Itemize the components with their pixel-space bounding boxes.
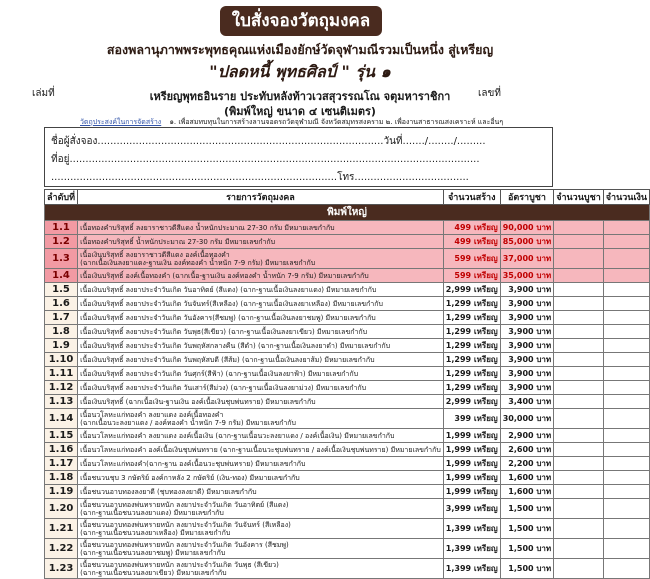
- item-line-2: (ฉากเนื้อนวะลงยาแดง / องค์ทองคำ น้ำหนัก 7-9 กรัม) มีหมายเลขกำกับ: [80, 418, 296, 427]
- table-row: [45, 325, 650, 339]
- row-number: 1.5: [45, 283, 78, 297]
- quantity-made: 1,299 เหรียญ: [443, 381, 500, 395]
- item-description: [78, 339, 444, 353]
- row-number: 1.6: [45, 297, 78, 311]
- table-row: [45, 381, 650, 395]
- item-line: เนื้อเงินบริสุทธิ์ ลงยาประจำวันเกิด วันพฤหัสบดี (สีส้ม) (ฉาก-ฐานเนื้อเงินลงยาส้ม) มีหมายเลขกำกับ: [80, 355, 375, 364]
- item-description: [78, 443, 444, 457]
- item-line: เนื้อทองคำบริสุทธิ์ ลงยาราชาวดีสีแดง น้ำหนักประมาณ 27-30 กรัม มีหมายเลขกำกับ: [80, 223, 335, 232]
- row-number: 1.21: [45, 519, 78, 539]
- quantity-made: 1,999 เหรียญ: [443, 471, 500, 485]
- amount-cell[interactable]: [603, 297, 649, 311]
- donation-price: 3,900 บาท: [500, 297, 554, 311]
- item-line: เนื้อนวโลหะแก่ทองคำ(ฉาก-ฐาน องค์เนื้อนวะชุบพ่นทราย) มีหมายเลขกำกับ: [80, 459, 306, 468]
- row-number: 1.4: [45, 269, 78, 283]
- quantity-made: 1,299 เหรียญ: [443, 367, 500, 381]
- amount-cell[interactable]: [603, 339, 649, 353]
- order-quantity-cell[interactable]: [554, 235, 604, 249]
- orderer-name-field[interactable]: ชื่อผู้สั่งจอง..........................................................................................วันที่......./......../.........: [51, 136, 486, 147]
- donation-price: 2,900 บาท: [500, 429, 554, 443]
- col-price: อัตราบูชา: [500, 190, 554, 205]
- row-number: 1.9: [45, 339, 78, 353]
- order-quantity-cell[interactable]: [554, 539, 604, 559]
- row-number: 1.15: [45, 429, 78, 443]
- amount-cell[interactable]: [603, 471, 649, 485]
- subtitle-line2: "ปลดหนี้ พุทธศิลป์ " รุ่น ๑: [209, 62, 391, 81]
- donation-price: 3,900 บาท: [500, 381, 554, 395]
- row-number: 1.3: [45, 249, 78, 269]
- item-description: [78, 429, 444, 443]
- donation-price: 37,000 บาท: [500, 249, 554, 269]
- table-row: [45, 443, 650, 457]
- quantity-made: 1,399 เหรียญ: [443, 539, 500, 559]
- row-number: 1.7: [45, 311, 78, 325]
- col-amount: จำนวนเงิน: [603, 190, 649, 205]
- amount-cell[interactable]: [603, 381, 649, 395]
- address-field[interactable]: ที่อยู่.................................................................................................................................: [51, 154, 480, 165]
- item-line: เนื้อชนวนอาบทองพ่นทรายหนัก ลงยาประจำวันเกิด วันอาทิตย์ (สีแดง): [80, 500, 289, 509]
- amount-cell[interactable]: [603, 353, 649, 367]
- item-line: เนื้อนวโลหะแก่ทองคำ องค์เนื้อเงินชุบพ่นทราย (ฉาก-ฐานเนื้อนวะชุบพ่นทราย / องค์เนื้อเงินชุบพ่นทราย) มีหมายเลขกำกับ: [80, 445, 441, 454]
- item-description: [78, 471, 444, 485]
- donation-price: 1,500 บาท: [500, 519, 554, 539]
- quantity-made: 1,299 เหรียญ: [443, 325, 500, 339]
- quantity-made: 1,399 เหรียญ: [443, 519, 500, 539]
- row-number: 1.14: [45, 409, 78, 429]
- quantity-made: 1,999 เหรียญ: [443, 485, 500, 499]
- row-number: 1.8: [45, 325, 78, 339]
- purpose-text: ๑. เพื่อสมทบทุนในการสร้างลานจอดรถวัดจุฬามณี จังหวัดสมุทรสงคราม ๒. เพื่องานสาธารณสงเคราะห์ และอื่นๆ: [169, 118, 504, 126]
- table-row: [45, 249, 650, 269]
- amount-cell[interactable]: [603, 539, 649, 559]
- item-line: เนื้อทองคำบริสุทธิ์ น้ำหนักประมาณ 27-30 กรัม มีหมายเลขกำกับ: [80, 237, 276, 246]
- donation-price: 3,900 บาท: [500, 353, 554, 367]
- table-row: [45, 539, 650, 559]
- item-description: [78, 269, 444, 283]
- quantity-made: 1,999 เหรียญ: [443, 429, 500, 443]
- order-quantity-cell[interactable]: [554, 381, 604, 395]
- table-row: [45, 485, 650, 499]
- table-row: [45, 457, 650, 471]
- item-line: เนื้อนวโลหะแก่ทองคำ ลงยาแดง องค์เนื้อเงิน (ฉาก-ฐานเนื้อนวะลงยาแดง / องค์เนื้อเงิน) มีหมายเลขกำกับ: [80, 431, 395, 440]
- order-quantity-cell[interactable]: [554, 325, 604, 339]
- donation-price: 90,000 บาท: [500, 221, 554, 235]
- order-quantity-cell[interactable]: [554, 409, 604, 429]
- donation-price: 30,000 บาท: [500, 409, 554, 429]
- order-quantity-cell[interactable]: [554, 367, 604, 381]
- table-row: [45, 499, 650, 519]
- donation-price: 3,900 บาท: [500, 311, 554, 325]
- item-description: [78, 353, 444, 367]
- item-line-2: (ฉาก-ฐานเนื้อชนวนลงยาชมพู) มีหมายเลขกำกับ: [80, 548, 226, 557]
- row-number: 1.20: [45, 499, 78, 519]
- item-line-2: (ฉาก-ฐานเนื้อชนวนลงยาเหลือง) มีหมายเลขกำกับ: [80, 528, 231, 537]
- item-line: เนื้อเงินบริสุทธิ์ ลงยาประจำวันเกิด วันพฤหัสกลางคืน (สีดำ) (ฉาก-ฐานเนื้อเงินลงยาดำ) มีหมายเลขกำกับ: [80, 341, 391, 350]
- table-row: [45, 429, 650, 443]
- amount-cell[interactable]: [603, 457, 649, 471]
- table-row: [45, 519, 650, 539]
- serial-number-label: เลขที่: [478, 88, 501, 99]
- col-order-qty: จำนวนบูชา: [554, 190, 604, 205]
- item-description: [78, 311, 444, 325]
- col-item: รายการวัตถุมงคล: [78, 190, 444, 205]
- item-line: เนื้อนวโลหะแก่ทองคำ ลงยาแดง องค์เนื้อทองคำ: [80, 410, 224, 419]
- item-line: เนื้อเงินบริสุทธิ์ (ฉากเนื้อเงิน-ฐานเงิน องค์เนื้อเงินชุบพ่นทราย) มีหมายเลขกำกับ: [80, 397, 316, 406]
- row-number: 1.12: [45, 381, 78, 395]
- item-description: [78, 457, 444, 471]
- order-quantity-cell[interactable]: [554, 471, 604, 485]
- donation-price: 1,500 บาท: [500, 559, 554, 579]
- table-row: [45, 559, 650, 579]
- table-row: [45, 235, 650, 249]
- item-description: [78, 409, 444, 429]
- order-quantity-cell[interactable]: [554, 221, 604, 235]
- item-line: เนื้อเงินบริสุทธิ์ ลงยาประจำวันเกิด วันจันทร์(สีเหลือง) (ฉาก-ฐานเนื้อเงินลงยาเหลือง) มีหมายเลขกำกับ: [80, 299, 383, 308]
- order-quantity-cell[interactable]: [554, 499, 604, 519]
- table-row: [45, 395, 650, 409]
- item-description: [78, 485, 444, 499]
- row-number: 1.1: [45, 221, 78, 235]
- item-line: เนื้อเงินบริสุทธิ์ ลงยาประจำวันเกิด วันศุกร์(สีฟ้า) (ฉาก-ฐานเนื้อเงินลงยาฟ้า) มีหมายเลขกำกับ: [80, 369, 359, 378]
- section-label: พิมพ์ใหญ่: [45, 205, 650, 221]
- item-description: [78, 249, 444, 269]
- quantity-made: 499 เหรียญ: [443, 235, 500, 249]
- order-quantity-cell[interactable]: [554, 395, 604, 409]
- amount-cell[interactable]: [603, 367, 649, 381]
- amount-cell[interactable]: [603, 443, 649, 457]
- item-line: เนื้อเงินบริสุทธิ์ ลงยาประจำวันเกิด วันเสาร์(สีม่วง) (ฉาก-ฐานเนื้อเงินลงยาม่วง) มีหมายเลขกำกับ: [80, 383, 367, 392]
- order-quantity-cell[interactable]: [554, 269, 604, 283]
- purpose-label: วัตถุประสงค์ในการจัดสร้าง: [80, 118, 162, 126]
- order-quantity-cell[interactable]: [554, 559, 604, 579]
- amount-cell[interactable]: [603, 429, 649, 443]
- donation-price: 35,000 บาท: [500, 269, 554, 283]
- item-description: [78, 519, 444, 539]
- donation-price: 1,500 บาท: [500, 499, 554, 519]
- row-number: 1.2: [45, 235, 78, 249]
- quantity-made: 3,999 เหรียญ: [443, 499, 500, 519]
- amount-cell[interactable]: [603, 283, 649, 297]
- item-line: เนื้อชนวนอาบทองพ่นทรายหนัก ลงยาประจำวันเกิด วันจันทร์ (สีเหลือง): [80, 520, 291, 529]
- quantity-made: 399 เหรียญ: [443, 409, 500, 429]
- order-quantity-cell[interactable]: [554, 429, 604, 443]
- item-line-2: (ฉาก-ฐานเนื้อชนวนลงยาแดง) มีหมายเลขกำกับ: [80, 508, 224, 517]
- row-number: 1.11: [45, 367, 78, 381]
- order-quantity-cell[interactable]: [554, 283, 604, 297]
- item-description: [78, 539, 444, 559]
- order-quantity-cell[interactable]: [554, 457, 604, 471]
- table-row: [45, 339, 650, 353]
- orderer-info-box: [44, 127, 553, 187]
- quantity-made: 2,999 เหรียญ: [443, 395, 500, 409]
- book-number-label: เล่มที่: [32, 88, 55, 99]
- table-row: [45, 297, 650, 311]
- item-line: เนื้อเงินบริสุทธิ์ ลงยาประจำวันเกิด วันพุธ(สีเขียว) (ฉาก-ฐานเนื้อเงินลงยาเขียว) มีหมายเลขกำกับ: [80, 327, 368, 336]
- phone-field[interactable]: ..........................................................................................โทร....................................: [51, 172, 469, 183]
- row-number: 1.10: [45, 353, 78, 367]
- section-header: [45, 205, 650, 221]
- amount-cell[interactable]: [603, 559, 649, 579]
- item-line: เนื้อชนวนอาบทองลงยาดี (ชุบทองลงยาดี) มีหมายเลขกำกับ: [80, 487, 257, 496]
- order-quantity-cell[interactable]: [554, 297, 604, 311]
- quantity-made: 1,299 เหรียญ: [443, 297, 500, 311]
- table-row: [45, 269, 650, 283]
- item-line: เนื้อชนวนชุบ 3 กษัตริย์ องค์กาหลัง 2 กษัตริย์ (เงิน-ทอง) มีหมายเลขกำกับ: [80, 473, 300, 482]
- order-quantity-cell[interactable]: [554, 339, 604, 353]
- item-line: เนื้อเงินบริสุทธิ์ ลงยาประจำวันเกิด วันอาทิตย์ (สีแดง) (ฉาก-ฐานเนื้อเงินลงยาแดง) มีหมายเลขกำกับ: [80, 285, 377, 294]
- amount-cell[interactable]: [603, 499, 649, 519]
- amount-cell[interactable]: [603, 235, 649, 249]
- table-row: [45, 353, 650, 367]
- col-qty: จำนวนสร้าง: [443, 190, 500, 205]
- item-description: [78, 297, 444, 311]
- coin-size: (พิมพ์ใหญ่ ขนาด ๔ เซนติเมตร): [224, 105, 376, 118]
- amount-cell[interactable]: [603, 519, 649, 539]
- order-quantity-cell[interactable]: [554, 485, 604, 499]
- row-number: 1.22: [45, 539, 78, 559]
- table-row: [45, 409, 650, 429]
- donation-price: 1,600 บาท: [500, 471, 554, 485]
- order-quantity-cell[interactable]: [554, 353, 604, 367]
- amount-cell[interactable]: [603, 311, 649, 325]
- table-row: [45, 221, 650, 235]
- quantity-made: 1,299 เหรียญ: [443, 353, 500, 367]
- quantity-made: 1,299 เหรียญ: [443, 311, 500, 325]
- donation-price: 3,400 บาท: [500, 395, 554, 409]
- amount-cell[interactable]: [603, 409, 649, 429]
- order-table: [44, 189, 648, 579]
- row-number: 1.18: [45, 471, 78, 485]
- subtitle-line1: สองพลานุภาพพระพุทธคุณแห่งเมืองยักษ์วัดจุฬามณีรวมเป็นหนึ่ง สู่เหรียญ: [106, 42, 494, 57]
- quantity-made: 2,999 เหรียญ: [443, 283, 500, 297]
- item-description: [78, 325, 444, 339]
- form-title: ใบสั่งจองวัตถุมงคล: [220, 6, 382, 36]
- donation-price: 2,200 บาท: [500, 457, 554, 471]
- amount-cell[interactable]: [603, 395, 649, 409]
- item-line: เนื้อชนวนอาบทองพ่นทรายหนัก ลงยาประจำวันเกิด วันพุธ (สีเขียว): [80, 560, 279, 569]
- quantity-made: 1,999 เหรียญ: [443, 457, 500, 471]
- quantity-made: 1,299 เหรียญ: [443, 339, 500, 353]
- quantity-made: 1,999 เหรียญ: [443, 443, 500, 457]
- item-line-2: (ฉากเนื้อเงินลงยาแดง-ฐานเงิน องค์ทองคำ น้ำหนัก 7-9 กรัม) มีหมายเลขกำกับ: [80, 258, 316, 267]
- table-row: [45, 471, 650, 485]
- donation-price: 3,900 บาท: [500, 283, 554, 297]
- order-quantity-cell[interactable]: [554, 443, 604, 457]
- item-line-2: (ฉาก-ฐานเนื้อชนวนลงยาเขียว) มีหมายเลขกำกับ: [80, 568, 227, 577]
- item-description: [78, 381, 444, 395]
- row-number: 1.17: [45, 457, 78, 471]
- quantity-made: 1,399 เหรียญ: [443, 559, 500, 579]
- donation-price: 3,900 บาท: [500, 325, 554, 339]
- table-row: [45, 367, 650, 381]
- item-line: เนื้อเงินบริสุทธิ์ ลงยาประจำวันเกิด วันอังคาร(สีชมพู) (ฉาก-ฐานเนื้อเงินลงยาชมพู) มีหมายเลขกำกับ: [80, 313, 376, 322]
- quantity-made: 499 เหรียญ: [443, 221, 500, 235]
- donation-price: 1,600 บาท: [500, 485, 554, 499]
- amount-cell[interactable]: [603, 269, 649, 283]
- quantity-made: 599 เหรียญ: [443, 249, 500, 269]
- donation-price: 1,500 บาท: [500, 539, 554, 559]
- col-no: ลำดับที่: [45, 190, 78, 205]
- item-line: เนื้อเงินบริสุทธิ์ องค์เนื้อทองคำ (ฉากเนื้อ-ฐานเงิน องค์ทองคำ น้ำหนัก 7-9 กรัม) มีหมายเลขกำกับ: [80, 271, 369, 280]
- donation-price: 3,900 บาท: [500, 367, 554, 381]
- row-number: 1.16: [45, 443, 78, 457]
- item-description: [78, 235, 444, 249]
- amount-cell[interactable]: [603, 249, 649, 269]
- row-number: 1.13: [45, 395, 78, 409]
- amount-cell[interactable]: [603, 221, 649, 235]
- quantity-made: 599 เหรียญ: [443, 269, 500, 283]
- donation-price: 3,900 บาท: [500, 339, 554, 353]
- table-row: [45, 283, 650, 297]
- item-description: [78, 283, 444, 297]
- table-header: [45, 190, 650, 205]
- item-line: เนื้อชนวนอาบทองพ่นทรายหนัก ลงยาประจำวันเกิด วันอังคาร (สีชมพู): [80, 540, 289, 549]
- table-row: [45, 311, 650, 325]
- row-number: 1.23: [45, 559, 78, 579]
- item-line: เนื้อเงินบริสุทธิ์ ลงยาราชาวดีสีแดง องค์เนื้อทองคำ: [80, 250, 230, 259]
- item-description: [78, 559, 444, 579]
- order-quantity-cell[interactable]: [554, 249, 604, 269]
- amount-cell[interactable]: [603, 485, 649, 499]
- item-description: [78, 221, 444, 235]
- coin-description: เหรียญพุทธอินราย ประทับหลังท้าวเวสสุวรรณโณ จตุมหาราชิกา: [149, 90, 451, 103]
- item-description: [78, 395, 444, 409]
- item-description: [78, 499, 444, 519]
- order-quantity-cell[interactable]: [554, 311, 604, 325]
- item-description: [78, 367, 444, 381]
- donation-price: 2,600 บาท: [500, 443, 554, 457]
- donation-price: 85,000 บาท: [500, 235, 554, 249]
- amount-cell[interactable]: [603, 325, 649, 339]
- row-number: 1.19: [45, 485, 78, 499]
- order-quantity-cell[interactable]: [554, 519, 604, 539]
